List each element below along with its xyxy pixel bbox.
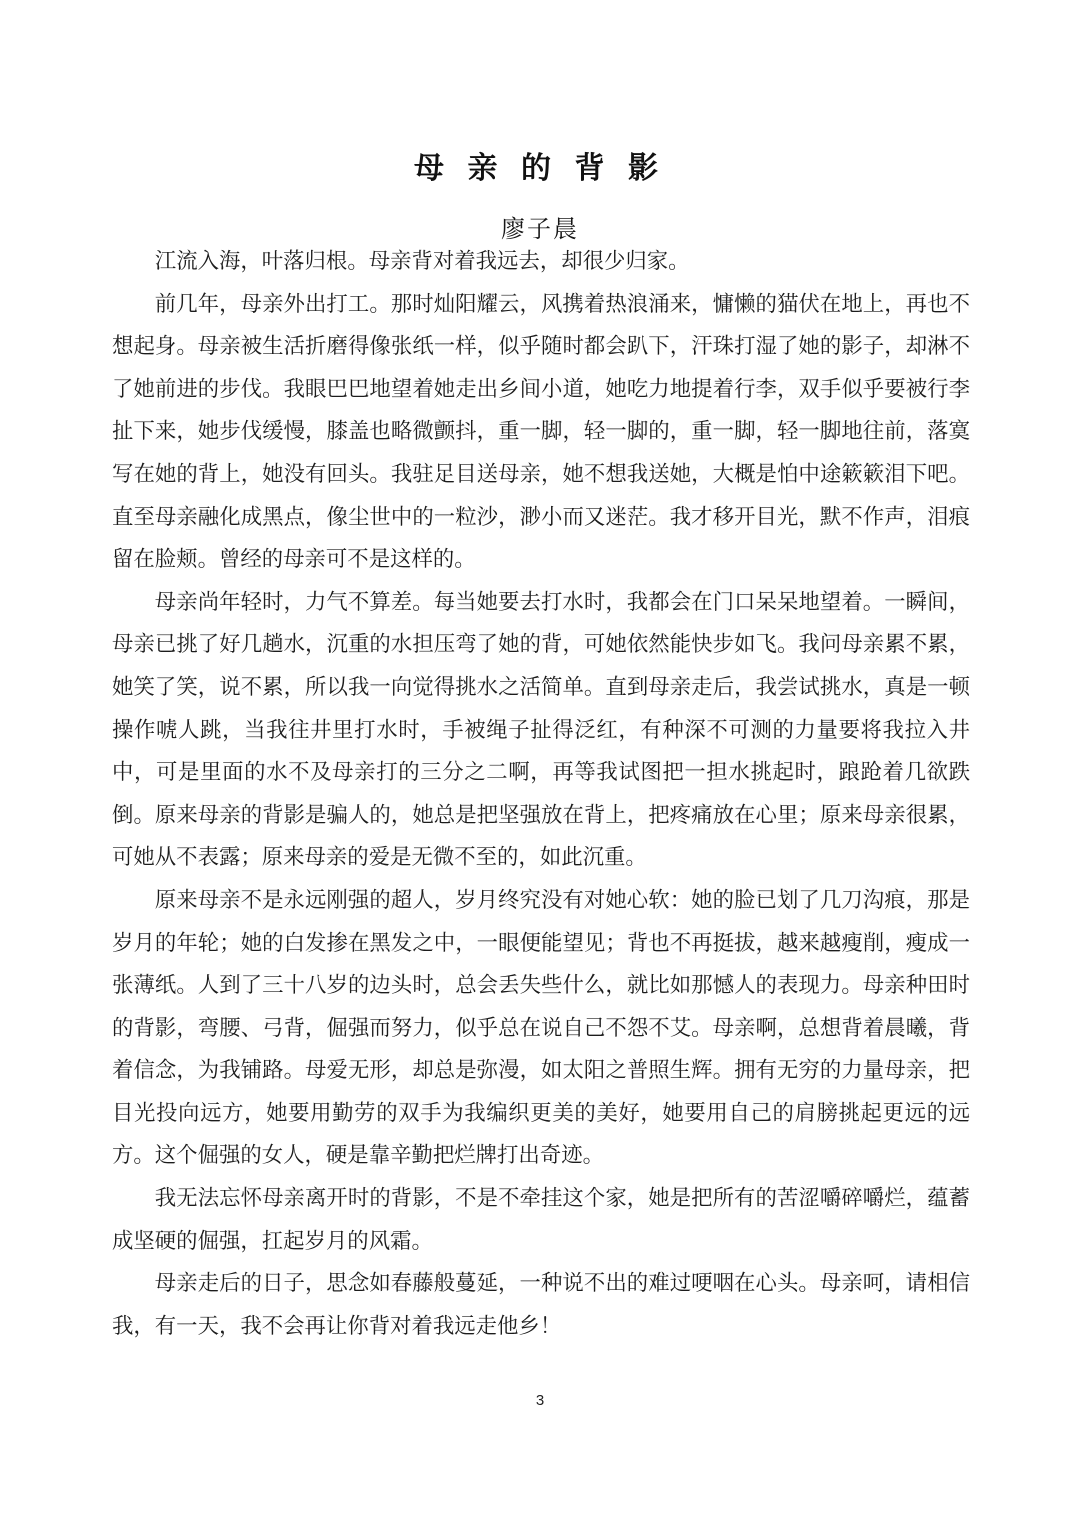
document-author: 廖子晨: [501, 217, 579, 243]
paragraph: 前几年，母亲外出打工。那时灿阳耀云，风携着热浪涌来，慵懒的猫伏在地上，再也不想起身。母亲被生活折磨得像张纸一样，似乎随时都会趴下，汗珠打湿了她的影子，却淋不了她前进的步伐。我眼巴巴地望着她走出乡间小道，她吃力地提着行李，双手似乎要被行李扯下来，她步伐缓慢，膝盖也略微颤抖，重一脚，轻一脚的，重一脚，轻一脚地往前，落寞写在她的背上，她没有回头。我驻足目送母亲，她不想我送她，大概是怕中途簌簌泪下吧。直至母亲融化成黑点，像尘世中的一粒沙，渺小而又迷茫。我才移开目光，默不作声，泪痕留在脸颊。曾经的母亲可不是这样的。: [112, 291, 970, 572]
paragraph: 母亲走后的日子，思念如春藤般蔓延，一种说不出的难过哽咽在心头。母亲呵，请相信我，有一天，我不会再让你背对着我远走他乡！: [112, 1271, 970, 1338]
paragraph: 母亲尚年轻时，力气不算差。每当她要去打水时，我都会在门口呆呆地望着。一瞬间，母亲已挑了好几趟水，沉重的水担压弯了她的背，可她依然能快步如飞。我问母亲累不累，她笑了笑，说不累，所以我一向觉得挑水之活简单。直到母亲走后，我尝试挑水，真是一顿操作唬人跳，当我往井里打水时，手被绳子扯得泛红，有种深不可测的力量要将我拉入井中，可是里面的水不及母亲打的三分之二啊，再等我试图把一担水挑起时，踉跄着几欲跌倒。原来母亲的背影是骗人的，她总是把坚强放在背上，把疼痛放在心里；原来母亲很累，可她从不表露；原来母亲的爱是无微不至的，如此沉重。: [112, 589, 970, 870]
document-title: 母 亲 的 背 影: [414, 152, 666, 185]
document-body: [112, 240, 970, 1347]
paragraph: 我无法忘怀母亲离开时的背影，不是不牵挂这个家，她是把所有的苦涩嚼碎嚼烂，蕴蓄成坚硬的倔强，扛起岁月的风霜。: [112, 1186, 970, 1253]
paragraph: 原来母亲不是永远刚强的超人，岁月终究没有对她心软：她的脸已划了几刀沟痕，那是岁月的年轮；她的白发掺在黑发之中，一眼便能望见；背也不再挺拔，越来越瘦削，瘦成一张薄纸。人到了三十八岁的边头时，总会丢失些什么，就比如那憾人的表现力。母亲种田时的背影，弯腰、弓背，倔强而努力，似乎总在说自己不怨不艾。母亲啊，总想背着晨曦，背着信念，为我铺路。母爱无形，却总是弥漫，如太阳之普照生辉。拥有无穷的力量母亲，把目光投向远方，她要用勤劳的双手为我编织更美的美好，她要用自己的肩膀挑起更远的远方。这个倔强的女人，硬是靠辛勤把烂牌打出奇迹。: [112, 887, 970, 1168]
page-number: 3: [535, 1392, 545, 1409]
paragraph: 江流入海，叶落归根。母亲背对着我远去，却很少归家。: [154, 249, 690, 273]
